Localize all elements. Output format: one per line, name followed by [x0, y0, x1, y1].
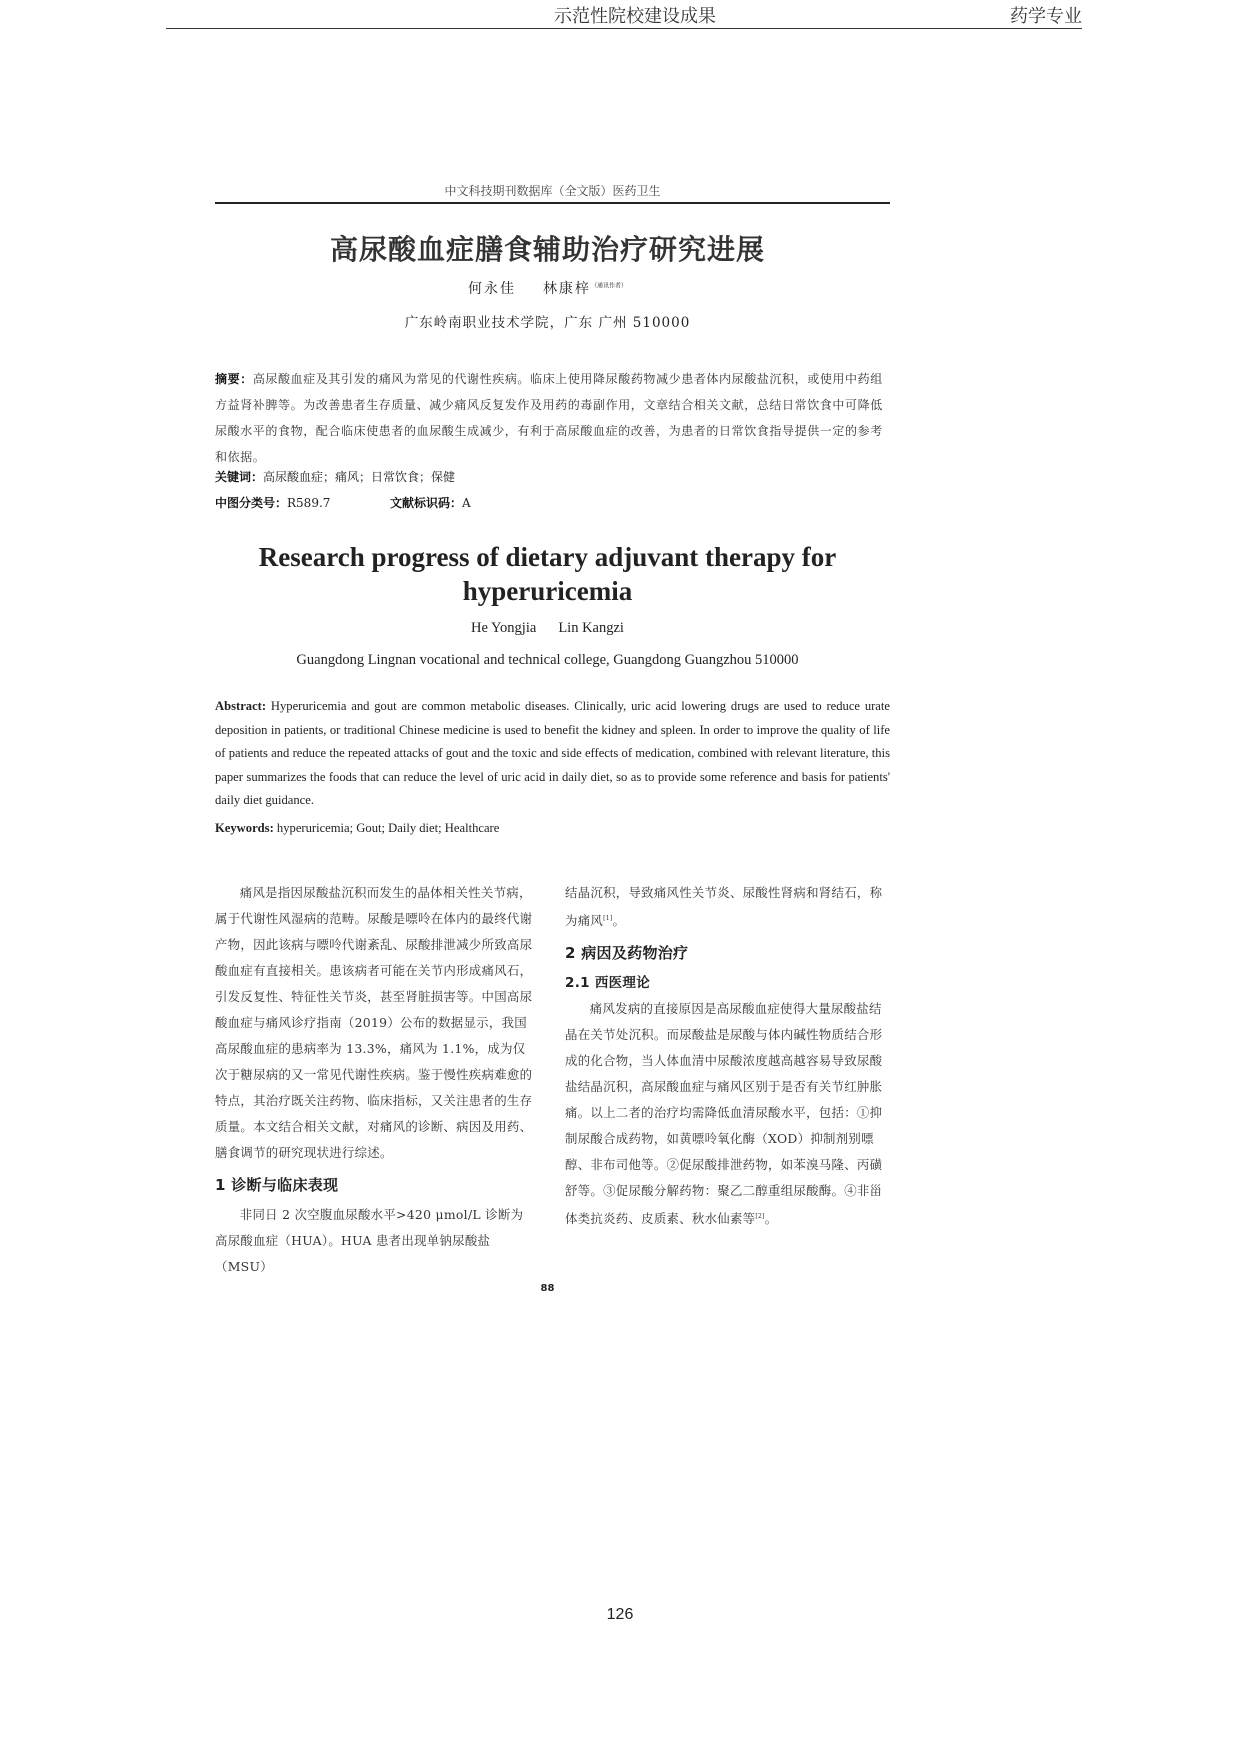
- chinese-keywords-text: 高尿酸血症；痛风；日常饮食；保健: [263, 470, 456, 484]
- classification-info: [215, 494, 890, 511]
- class-number-label: 中图分类号：: [215, 496, 288, 510]
- header-right-title: 药学专业: [1010, 6, 1082, 27]
- chinese-authors: [205, 278, 890, 298]
- chinese-abstract-label: 摘要：: [215, 372, 253, 386]
- continued-text: 结晶沉积，导致痛风性关节炎、尿酸性肾病和肾结石，称为痛风: [565, 885, 883, 929]
- english-keywords-text: hyperuricemia; Gout; Daily diet; Healthcare: [276, 821, 500, 835]
- english-title: Research progress of dietary adjuvant therapy for hyperuricemia: [258, 542, 837, 606]
- chinese-keywords-label: 关键词：: [215, 470, 264, 484]
- document-id: [390, 494, 471, 511]
- section-2-heading: 2 病因及药物治疗: [565, 944, 689, 963]
- chinese-author-1: 何永佳: [468, 281, 517, 297]
- section-1-paragraph: 非同日 2 次空腹血尿酸水平>420 μmol/L 诊断为高尿酸血症（HUA）。HUA 患者出现单钠尿酸盐（MSU）: [215, 1207, 524, 1274]
- citation-2: [2]: [755, 1213, 765, 1221]
- document-id-label: 文献标识码：: [390, 496, 463, 510]
- page-header: [166, 0, 1082, 29]
- english-author-1: He Yongjia: [471, 620, 537, 636]
- continued-end: 。: [612, 913, 626, 929]
- intro-paragraph: 痛风是指因尿酸盐沉积而发生的晶体相关性关节病，属于代谢性风湿病的范畴。尿酸是嘌呤在体内的最终代谢产物，因此该病与嘌呤代谢紊乱、尿酸排泄减少所致高尿酸血症有直接相关。患该病者可能在关节内形成痛风石，引发反复性、特征性关节炎，甚至肾脏损害等。中国高尿酸血症与痛风诊疗指南（2019）公布的数据显示，我国高尿酸血症的患病率为 13.3%，痛风为 1.1%，成为仅次于糖尿病的又一常见代谢性疾病。鉴于慢性疾病难愈的特点，其治疗既关注药物、临床指标，又关注患者的生存质量。本文结合相关文献，对痛风的诊断、病因及用药、膳食调节的研究现状进行综述。: [215, 885, 533, 1160]
- journal-header: 中文科技期刊数据库（全文版）医药卫生: [215, 182, 890, 204]
- scanned-article-page: [205, 170, 890, 1310]
- english-authors: [205, 620, 890, 637]
- page-number: 126: [606, 1606, 634, 1623]
- section-2-1-text: 痛风发病的直接原因是高尿酸血症使得大量尿酸盐结晶在关节处沉积。而尿酸盐是尿酸与体内碱性物质结合形成的化合物，当人体血清中尿酸浓度越高越容易导致尿酸盐结晶沉积，高尿酸血症与痛风区别于是否有关节红肿胀痛。以上二者的治疗均需降低血清尿酸水平，包括：①抑制尿酸合成药物，如黄嘌呤氧化酶（XOD）抑制剂别嘌醇、非布司他等。②促尿酸排泄药物，如苯溴马隆、丙磺舒等。③促尿酸分解药物：聚乙二醇重组尿酸酶。④非甾体类抗炎药、皮质素、秋水仙素等: [565, 1001, 883, 1227]
- section-2-1-paragraph: [565, 996, 885, 1232]
- chinese-author-2: 林康梓: [542, 281, 591, 297]
- english-abstract: [215, 695, 890, 813]
- section-2-1-heading: 2.1 西医理论: [565, 975, 651, 992]
- chinese-keywords: [215, 468, 890, 485]
- section-2-1-end: 。: [764, 1211, 778, 1227]
- continued-paragraph: [565, 880, 885, 934]
- body-column-right: [565, 880, 885, 1232]
- corresponding-author-note: （通讯作者）: [590, 282, 627, 290]
- header-center-title: 示范性院校建设成果: [554, 6, 716, 27]
- section-1-heading: 1 诊断与临床表现: [215, 1176, 339, 1194]
- chinese-abstract: [215, 366, 890, 470]
- document-id-value: A: [462, 496, 471, 510]
- body-column-left: [215, 880, 535, 1280]
- chinese-title: 高尿酸血症膳食辅助治疗研究进展: [329, 233, 765, 266]
- chinese-abstract-text: 高尿酸血症及其引发的痛风为常见的代谢性疾病。临床上使用降尿酸药物减少患者体内尿酸盐沉积，或使用中药组方益肾补脾等。为改善患者生存质量、减少痛风反复发作及用药的毒副作用，文章结合相关文献，总结日常饮食中可降低尿酸水平的食物，配合临床使患者的血尿酸生成减少，有利于高尿酸血症的改善，为患者的日常饮食指导提供一定的参考和依据。: [215, 372, 883, 464]
- scanned-page-number: 88: [540, 1283, 555, 1294]
- english-affiliation: Guangdong Lingnan vocational and technical college, Guangdong Guangzhou 510000: [296, 652, 799, 668]
- chinese-affiliation: 广东岭南职业技术学院，广东 广州 510000: [404, 315, 691, 331]
- citation-1: [1]: [603, 915, 613, 922]
- english-keywords-label: Keywords:: [215, 821, 274, 835]
- english-keywords: [215, 821, 890, 836]
- class-number: R589.7: [287, 496, 331, 510]
- english-abstract-text: Hyperuricemia and gout are common metabolic diseases. Clinically, uric acid lowering drugs are used to reduce urate deposition in patients, or traditional Chinese medicine is used to benefit the kidney and spleen. In order to improve the quality of life of patients and reduce the repeated attacks of gout and the toxic and side effects of medication, combined with relevant literature, this paper summarizes the foods that can reduce the level of uric acid in daily diet, so as to provide some reference and basis for patients' daily diet guidance.: [215, 699, 890, 807]
- english-author-2: Lin Kangzi: [558, 620, 624, 636]
- english-abstract-label: Abstract:: [215, 699, 267, 713]
